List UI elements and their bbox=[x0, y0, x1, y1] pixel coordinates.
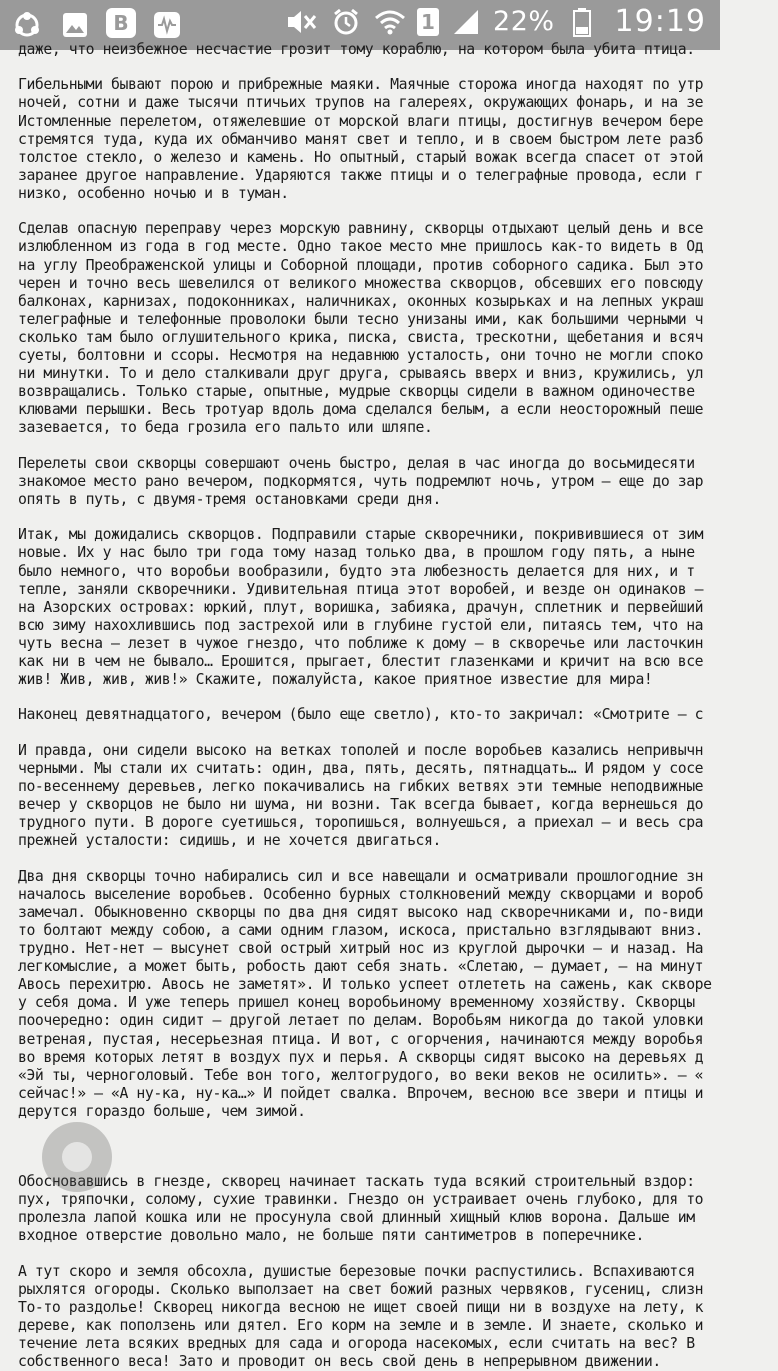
text-line: опять в путь, с двумя-тремя остановками среди дня. bbox=[18, 490, 441, 508]
text-line: поочередно: один сидит – другой летает по делам. Воробьям никогда до такой уловки bbox=[18, 1012, 704, 1030]
text-line: чуть весна – лезет в чужое гнездо, что поближе к дому – в скворечье или ласточкин bbox=[18, 634, 704, 652]
text-line: Итак, мы дожидались скворцов. Подправили старые скворечники, покривившиеся от зим bbox=[18, 526, 704, 544]
floating-menu-button[interactable] bbox=[42, 1122, 112, 1192]
text-line: по-весеннему деревьев, легко покачивались на гибких ветвях эти темные неподвижные bbox=[18, 778, 704, 796]
text-line: дереве, как поползень или дятел. Его корм на земле и в земле. И знаете, сколько и bbox=[18, 1317, 704, 1334]
text-line: рыхлятся огороды. Сколько выползает на свет божий разных червяков, гусениц, слизн bbox=[18, 1280, 704, 1298]
text-line: суеты, болтовни и ссоры. Несмотря на недавнюю усталость, они точно не могли споко bbox=[18, 347, 704, 364]
battery-percent: 22% bbox=[493, 6, 555, 37]
book-text bbox=[18, 41, 778, 1371]
paragraph-gap bbox=[18, 1245, 778, 1262]
text-line: началось выселение воробьев. Особенно бурных столкновений между скворцами и вороб bbox=[18, 885, 704, 903]
text-line: как ни в чем не бывало… Ерошится, прыгает, блестит глазенками и кричит на всю все bbox=[18, 653, 704, 670]
text-line: у себя дома. И уже теперь пришел конец воробьиному временному хозяйству. Скворцы bbox=[18, 994, 695, 1012]
text-line: жив! Жив, жив, жив!» Скажите, пожалуйста, какое приятное известие для мира! bbox=[18, 671, 653, 689]
text-line: на углу Преображенской улицы и Соборной площади, против соборного садика. Был это bbox=[18, 256, 704, 274]
text-line: то болтают между собою, а сами одним глазом, искоса, пристально взглядывают вниз. bbox=[18, 922, 704, 940]
battery-icon bbox=[565, 5, 599, 39]
text-line: Авось перехитрю. Авось не заметят». И только успеет отлететь на сажень, как скворе bbox=[18, 976, 712, 994]
text-line: входное отверстие довольно мало, не больше пяти сантиметров в поперечнике. bbox=[18, 1227, 644, 1245]
voice-icon bbox=[150, 8, 184, 42]
text-line: низко, особенно ночью и в туман. bbox=[18, 184, 289, 202]
text-line: Обосновавшись в гнезде, скворец начинает таскать туда всякий строительный вздор: bbox=[18, 1173, 695, 1191]
text-line: Наконец девятнадцатого, вечером (было еще светло), кто-то закричал: «Смотрите – с bbox=[18, 706, 704, 724]
text-line: ночей, сотни и даже тысячи птичьих трупов на галереях, окружающих фонарь, и на зе bbox=[18, 94, 704, 112]
text-line: всю зиму нахохлившись под застрехой или в глубине густой ели, питаясь тем, что на bbox=[18, 616, 704, 634]
text-line: Два дня скворцы точно набирались сил и все навещали и осматривали прошлогодние зн bbox=[18, 867, 704, 885]
text-line: То-то раздолье! Скворец никогда весною не ищет своей пищи ни в воздухе на лету, к bbox=[18, 1298, 704, 1316]
text-line: собственного веса! Зато и проводит он весь свой день в непрерывном движении. bbox=[18, 1353, 661, 1371]
paragraph-gap bbox=[18, 689, 778, 706]
image-icon bbox=[58, 8, 92, 42]
text-line: черными. Мы стали их считать: один, два, пять, десять, пятнадцать… И рядом у сосе bbox=[18, 759, 704, 777]
text-line: черен и точно весь шевелился от великого множества скворцов, обсевших его повсюду bbox=[18, 274, 704, 292]
text-line: замечал. Обыкновенно скворцы по два дня сидят высоко над скворечниками и, по-види bbox=[18, 903, 704, 921]
text-line: толстое стекло, о железо и камень. Но опытный, старый вожак всегда спасет от этой bbox=[18, 148, 704, 166]
text-line: знакомое место рано вечером, подкормятся, чуть подремлют ночь, утром – еще до зар bbox=[18, 472, 704, 490]
paragraph-gap bbox=[18, 203, 778, 220]
text-line: телеграфные и телефонные проволоки были тесно унизаны ими, как большими черными ч bbox=[18, 310, 704, 328]
signal-icon bbox=[449, 5, 483, 39]
text-line: ветреная, пустая, несерьезная птица. И вот, с огорчения, начинаются между воробья bbox=[18, 1030, 704, 1048]
paragraph-gap bbox=[18, 437, 778, 454]
paragraph-gap bbox=[18, 1121, 778, 1173]
text-line: пролезла лапой кошка или не просунула свой длинный хищный клюв ворона. Дальше им bbox=[18, 1209, 695, 1227]
text-line: новые. Их у нас было три года тому назад только два, в прошлом году пять, а ныне bbox=[18, 544, 695, 562]
text-line: прежней усталости: сидишь, и не хочется двигаться. bbox=[18, 832, 441, 850]
text-line: А тут скоро и земля обсохла, душистые березовые почки распустились. Вспахиваются bbox=[18, 1262, 695, 1280]
text-line: Перелеты свои скворцы совершают очень быстро, делая в час иногда до восьмидесяти bbox=[18, 454, 695, 472]
paragraph-gap bbox=[18, 59, 778, 76]
text-line: пух, тряпочки, солому, сухие травинки. Гнездо он устраивает очень глубоко, для то bbox=[18, 1191, 704, 1209]
paragraph-gap bbox=[18, 725, 778, 742]
mute-icon bbox=[285, 5, 319, 39]
sim-indicator: 1 bbox=[417, 8, 439, 36]
text-line: легкомыслие, а может быть, робость дают себя знать. «Слетаю, – думает, – на минут bbox=[18, 958, 704, 976]
text-line: Сделав опасную переправу через морскую равнину, скворцы отдыхают целый день и все bbox=[18, 220, 704, 238]
text-line: стремятся туда, куда их обманчиво манят свет и тепло, и в своем быстром лете разб bbox=[18, 130, 704, 148]
alarm-icon bbox=[329, 5, 363, 39]
text-line: излюбленном из года в год месте. Одно такое место мне пришлось как-то видеть в Од bbox=[18, 238, 704, 256]
text-line: зазевается, то беда грозила его пальто или шляпе. bbox=[18, 419, 433, 437]
text-line: сейчас!» – «А ну-ка, ну-ка…» И пойдет свалка. Впрочем, весною все звери и птицы и bbox=[18, 1084, 704, 1102]
text-line: Истомленные перелетом, отяжелевшие от морской влаги птицы, достигнув вечером бере bbox=[18, 112, 704, 130]
text-line: балконах, карнизах, подоконниках, наличниках, оконных козырьках и на лепных украш bbox=[18, 292, 704, 310]
text-line: ни минутки. То и дело сталкивали друг друга, срываясь вверх и вниз, кружились, ул bbox=[18, 365, 704, 383]
text-line: трудно. Нет-нет – высунет свой острый хитрый нос из круглой дырочки – и назад. На bbox=[18, 940, 704, 958]
text-line: вечер у скворцов не было ни шума, ни возни. Так всегда бывает, когда вернешься до bbox=[18, 796, 704, 814]
text-line: заранее другое направление. Ударяются также птицы и о телеграфные провода, если г bbox=[18, 166, 704, 184]
text-line: Гибельными бывают порою и прибрежные маяки. Маячные сторожа иногда находят по утр bbox=[18, 76, 704, 94]
text-line: во время которых летят в воздух пух и перья. А скворцы сидят высоко на деревьях д bbox=[18, 1048, 704, 1066]
text-line: даже, что неизбежное несчастие грозит тому кораблю, на котором была убита птица. bbox=[18, 41, 695, 58]
clock: 19:19 bbox=[614, 4, 706, 39]
text-line: сколько там было оглушительного крика, писка, свиста, трескотни, щебетания и всяч bbox=[18, 328, 704, 346]
text-line: И правда, они сидели высоко на ветках тополей и после воробьев казались непривычн bbox=[18, 741, 704, 759]
vk-icon: В bbox=[106, 8, 136, 38]
text-line: на Азорских островах: юркий, плут, воришка, забияка, драчун, сплетник и первейший bbox=[18, 598, 704, 616]
text-line: тепле, заняли скворечники. Удивительная птица этот воробей, и везде он одинаков – bbox=[18, 580, 704, 598]
text-line: возвращались. Только старые, опытные, мудрые скворцы сидели в важном одиночестве bbox=[18, 383, 695, 401]
book-reader[interactable] bbox=[0, 41, 720, 1371]
text-line: «Эй ты, черноголовый. Тебе вон того, желтогрудого, во веки веков не осилить». – « bbox=[18, 1066, 704, 1084]
share-icon bbox=[10, 8, 44, 42]
text-line: было немного, что воробьи вообразили, будто эта любезность делается для них, и т bbox=[18, 562, 695, 580]
wifi-icon bbox=[373, 5, 407, 39]
text-line: трудного пути. В дороге суетишься, торопишься, волнуешься, а приехал – и весь сра bbox=[18, 814, 704, 832]
paragraph-gap bbox=[18, 509, 778, 526]
text-line: течение лета всяких вредных для сада и огорода насекомых, если считать на вес? В bbox=[18, 1335, 695, 1353]
text-line: клювами перышки. Весь тротуар вдоль дома сделался белым, а если неосторожный пеше bbox=[18, 401, 704, 419]
paragraph-gap bbox=[18, 850, 778, 867]
text-line: дерутся гораздо больше, чем зимой. bbox=[18, 1102, 306, 1120]
